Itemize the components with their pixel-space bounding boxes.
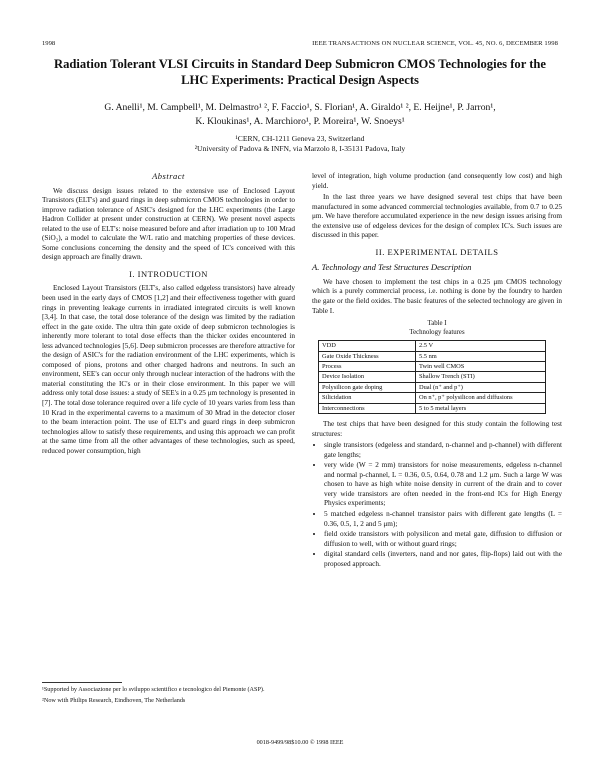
table-number: Table I — [427, 320, 447, 328]
table-key: VDD — [319, 341, 416, 351]
footnotes — [42, 682, 295, 708]
paper-title: Radiation Tolerant VLSI Circuits in Standard Deep Submicron CMOS Technologies for the LHC Experiments: Practical Design Aspects — [53, 57, 547, 87]
list-item: • single transistors (edgeless and standard, n-channel and p-channel) with different gate lengths; — [324, 441, 562, 460]
table-key: Polysilicon gate doping — [319, 382, 416, 392]
technology-table — [318, 340, 546, 414]
paragraph-continued: level of integration, high volume production (and consequently low cost) and high yield. — [312, 172, 562, 190]
footnote-1: ¹Supported by Associazione per lo sviluppo scientifico e tecnologico del Piemonte (ASP). — [42, 686, 265, 693]
table-key: Silicidation — [319, 393, 416, 403]
author-line-1: G. Anelli¹, M. Campbell¹, M. Delmastro¹ ², F. Faccio¹, S. Florian¹, A. Giraldo¹ ², E. Heijne¹, P. Jarron¹, — [104, 102, 496, 113]
table-value: On n⁺, p⁺ polysilicon and diffusions — [416, 393, 546, 403]
test-structure-list — [312, 441, 562, 569]
copyright-footer: 0018-9499/98$10.00 © 1998 IEEE — [256, 739, 344, 746]
table-value: 5.5 nm — [416, 351, 546, 361]
table-value: Dual (n⁺ and p⁺) — [416, 382, 546, 392]
table-row — [319, 341, 546, 351]
table-row — [319, 362, 546, 372]
table-row — [319, 403, 546, 413]
list-item: • field oxide transistors with polysilicon and metal gate, diffusion to diffusion or diffusion to well, with or without guard rings; — [324, 530, 562, 549]
table-key: Gate Oxide Thickness — [319, 351, 416, 361]
footnote-2: ²Now with Philips Research, Eindhoven, The Netherlands — [42, 697, 186, 704]
journal-name: IEEE TRANSACTIONS ON NUCLEAR SCIENCE, VOL. 45, NO. 6, DECEMBER 1998 — [312, 40, 558, 47]
intro-paragraph: Enclosed Layout Transistors (ELT's, also called edgeless transistors) have already been used in the early days of CMOS [1,2] and their effectiveness together with guard rings in preventing leakage currents in irradiated integrated circuits is well known [3,4]. In that case, the total dose tolerance of the design was limited by the radiation effect in the gate oxide. The ultra thin gate oxide of deep submicron technologies is inherently more tolerant to total dose effects than the thicker oxides encountered in less advanced technologies [5,6]. Deep submicron processes are therefore attractive for the design of ASIC's for the radiation environment of the LHC experiments, which is composed of pions, protons and other charged hadrons and neutrons. In such an environment, SEE's can occur only through nuclear interaction of the hadrons with the material constituting the IC's or in their close environment. In this paper we will address only total dose issues: a study of SEE's in a 0.25 μm technology is presented in [7]. The total dose tolerance required over a life cycle of 10 years varies from less than 10 Krad in the experimental caverns to a maximum of 30 Mrad in the detector closer to the beam interaction point. The use of ELT's and guard rings in deep submicron technologies allow to satisfy these requirements, and using this approach we can profit at the same time from all the other advantages of these technologies, such as speed, reduced power consumption, high — [42, 284, 295, 455]
table-caption — [312, 320, 562, 337]
page-number: 1998 — [42, 40, 56, 47]
author-list — [44, 101, 556, 128]
table-row — [319, 382, 546, 392]
affiliation-1: ¹CERN, CH-1211 Geneva 23, Switzerland — [235, 134, 365, 143]
abstract-heading: Abstract — [152, 171, 185, 181]
left-column — [42, 172, 295, 458]
table-value: 2.5 V — [416, 341, 546, 351]
paragraph-test-structures: The test chips that have been designed for this study contain the following test structures: — [312, 420, 562, 438]
table-row — [319, 351, 546, 361]
affiliations — [44, 134, 556, 154]
table-value: Shallow Trench (STI) — [416, 372, 546, 382]
table-key: Process — [319, 362, 416, 372]
footnote-rule — [42, 682, 122, 683]
intro-heading: I. INTRODUCTION — [129, 268, 208, 279]
paragraph-technology: We have chosen to implement the test chips in a 0.25 μm CMOS technology which is a purely commercial process, i.e. nothing is done by the foundry to harden the gate or the field oxides. The basic features of the selected technology are given in Table I. — [312, 277, 562, 315]
author-line-2: K. Kloukinas¹, A. Marchioro¹, P. Moreira¹, W. Snoeys¹ — [195, 115, 405, 127]
list-item: • digital standard cells (inverters, nand and nor gates, flip-flops) laid out with the proposed approach. — [324, 550, 562, 569]
paragraph-test-chips: In the last three years we have designed several test chips that have been manufactured in some advanced commercial technologies available, from 0.7 to 0.25 μm. We have therefore accumulated experience in the new design issues arising from the extensive use of edgeless devices for the design of complex IC's. Such issues are discussed in this paper. — [312, 193, 562, 240]
table-key: Interconnections — [319, 403, 416, 413]
table-value: 5 to 5 metal layers — [416, 403, 546, 413]
table-key: Device Isolation — [319, 372, 416, 382]
table-row — [319, 393, 546, 403]
table-value: Twin well CMOS — [416, 362, 546, 372]
section-2-heading: II. EXPERIMENTAL DETAILS — [375, 246, 499, 257]
list-item: • 5 matched edgeless n-channel transistor pairs with different gate lengths (L = 0.36, 0.5, 1, 2 and 5 μm); — [324, 510, 562, 529]
subsection-a-heading: A. Technology and Test Structures Description — [312, 262, 472, 273]
table-row — [319, 372, 546, 382]
table-title: Technology features — [409, 328, 465, 336]
right-column — [312, 172, 562, 570]
list-item: • very wide (W = 2 mm) transistors for noise measurements, edgeless n-channel and normal p-channel, L = 0.36, 0.5, 0.64, 0.78 and 1.2 μm. Such a large W was chosen to have as high white noise density in current of the drain and to cover very wide transistors are often needed in the front-end ICs for High Energy Physics experiments; — [324, 461, 562, 509]
abstract-text: We discuss design issues related to the extensive use of Enclosed Layout Transistors (ELT's) and guard rings in deep submicron CMOS technologies in order to improve radiation tolerance of ASIC's designed for the LHC experiments (the Large Hadron Collider at present under construction at CERN). We present novel aspects related to the use of ELT's: noise measured before and after irradiation up to 100 Mrad (SiO₂), a model to calculate the W/L ratio and matching properties of these devices. Some conclusions concerning the density and the speed of IC's conceived with this design approach are finally drawn. — [42, 186, 295, 262]
affiliation-2: ²University of Padova & INFN, via Marzolo 8, I-35131 Padova, Italy — [194, 144, 406, 153]
